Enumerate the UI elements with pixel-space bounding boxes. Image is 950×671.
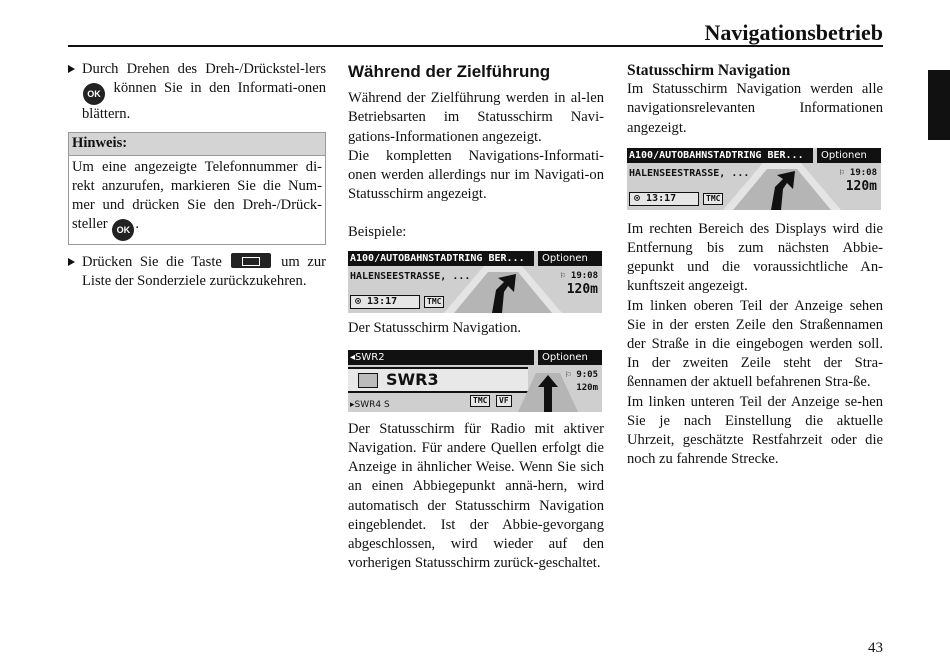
lcd-tmc-badge: TMC [424,296,444,308]
paragraph: Der Statusschirm für Radio mit aktiver Navigation. Für andere Quellen erfolgt die Anzeige in ähnlicher Weise. Wenn Sie sich an einen Abbiegepunkt annä-hern, wird automatisch der Statusschirm Navigation eingeblendet. Ist der Abbie-gevorgang abgeschlossen, wird wieder auf den vorherigen Statusschirm zurück-geschaltet. [348,420,604,572]
bullet-triangle-icon [68,258,75,266]
paragraph: Im linken unteren Teil der Anzeige se-hen Sie je nach Einstellung die aktuelle Uhrzeit, geschätzte Restfahrzeit oder die noch zu fahrende Strecke. [627,393,883,468]
lcd-arrival-time: ⚐ 19:08 [560,270,598,281]
column-left [68,60,326,292]
paragraph: Im Statusschirm Navigation werden alle navigationsrelevanten Informationen angezeigt. [627,81,883,136]
column-right [627,60,883,469]
figure-caption: Der Statusschirm Navigation. [348,319,522,336]
section-heading-status-screen: Statusschirm Navigation [627,62,791,79]
nav-status-screen-example [348,251,604,313]
lcd-next-street: A100/AUTOBAHNSTADTRING BER... [627,148,813,163]
lcd-station-bar [348,367,528,393]
lcd-distance: 120m [576,382,598,393]
lcd-current-street: HALENSEESTRASSE, ... [350,270,471,282]
hint-box [68,132,326,245]
lcd-tmc-badge: TMC [470,395,490,407]
ok-knob-icon: OK [83,83,105,105]
column-middle [348,60,604,573]
lcd-options-label: Optionen [815,148,881,163]
lcd-vf-badge: VF [496,395,512,407]
header-rule [68,45,883,47]
lcd-distance: 120m [566,281,598,297]
bullet-triangle-icon [68,65,75,73]
instruction-bullet-scroll: Durch Drehen des Dreh-/Drückstel-lers OK können Sie in den Informati-onen blättern. [68,60,326,124]
paragraph: Im rechten Bereich des Displays wird die Entfernung bis zum nächsten Abbie-gepunkt und die voraussichtliche An-kunftszeit angezeigt. [627,220,883,295]
turn-arrow-icon [444,266,562,313]
hint-body: Um eine angezeigte Telefonnummer di-rekt anzurufen, markieren Sie die Num-mer und drücken Sie den Dreh-/Drück-steller OK . [69,156,325,245]
lcd-next-station: ▸SWR4 S [350,399,390,410]
lcd-clock: ⊙ 13:17 [350,295,420,309]
lcd-next-street: A100/AUTOBAHNSTADTRING BER... [348,251,534,266]
examples-label: Beispiele: [348,224,407,241]
ok-knob-icon: OK [112,219,134,241]
lcd-arrival-time: ⚐ 19:08 [839,167,877,178]
paragraph: Im linken oberen Teil der Anzeige sehen Sie in der ersten Zeile den Straßennamen der Straße in die eingebogen werden soll. In der zweiten Zeile steht der Stra-ßennamen der aktuell befahrenen Stra-ße. [627,297,883,391]
turn-arrow-icon [723,163,841,210]
lcd-options-label: Optionen [536,350,602,365]
instruction-bullet-back: Drücken Sie die Taste um zur Liste der Sonderziele zurückzukehren. [68,253,326,291]
lcd-clock: ⊙ 13:17 [629,192,699,206]
lcd-arrival-time: ⚐ 9:05 [565,369,598,380]
nav-status-screen-figure [627,148,883,210]
lcd-current-street: HALENSEESTRASSE, ... [629,167,750,179]
thumb-index-tab [928,70,950,140]
paragraph: Die kompletten Navigations-Informati-onen werden allerdings nur im Navigati-on Statusschirm angezeigt. [348,147,604,203]
page-header-title: Navigationsbetrieb [704,20,883,45]
lcd-distance: 120m [845,178,877,194]
station-preset-icon [358,373,378,388]
radio-status-screen-example [348,350,604,412]
lcd-tmc-badge: TMC [703,193,723,205]
page-number: 43 [868,640,883,656]
lcd-prev-station: ◂SWR2 [348,350,534,365]
paragraph: Während der Zielführung werden in al-len Betriebsarten im Statusschirm Navi-gations-Informationen angezeigt. [348,90,604,145]
section-heading-guidance: Während der Zielführung [348,62,551,81]
back-key-icon [231,253,271,268]
lcd-options-label: Optionen [536,251,602,266]
hint-title: Hinweis: [69,133,325,155]
lcd-station-name: SWR3 [386,369,439,389]
